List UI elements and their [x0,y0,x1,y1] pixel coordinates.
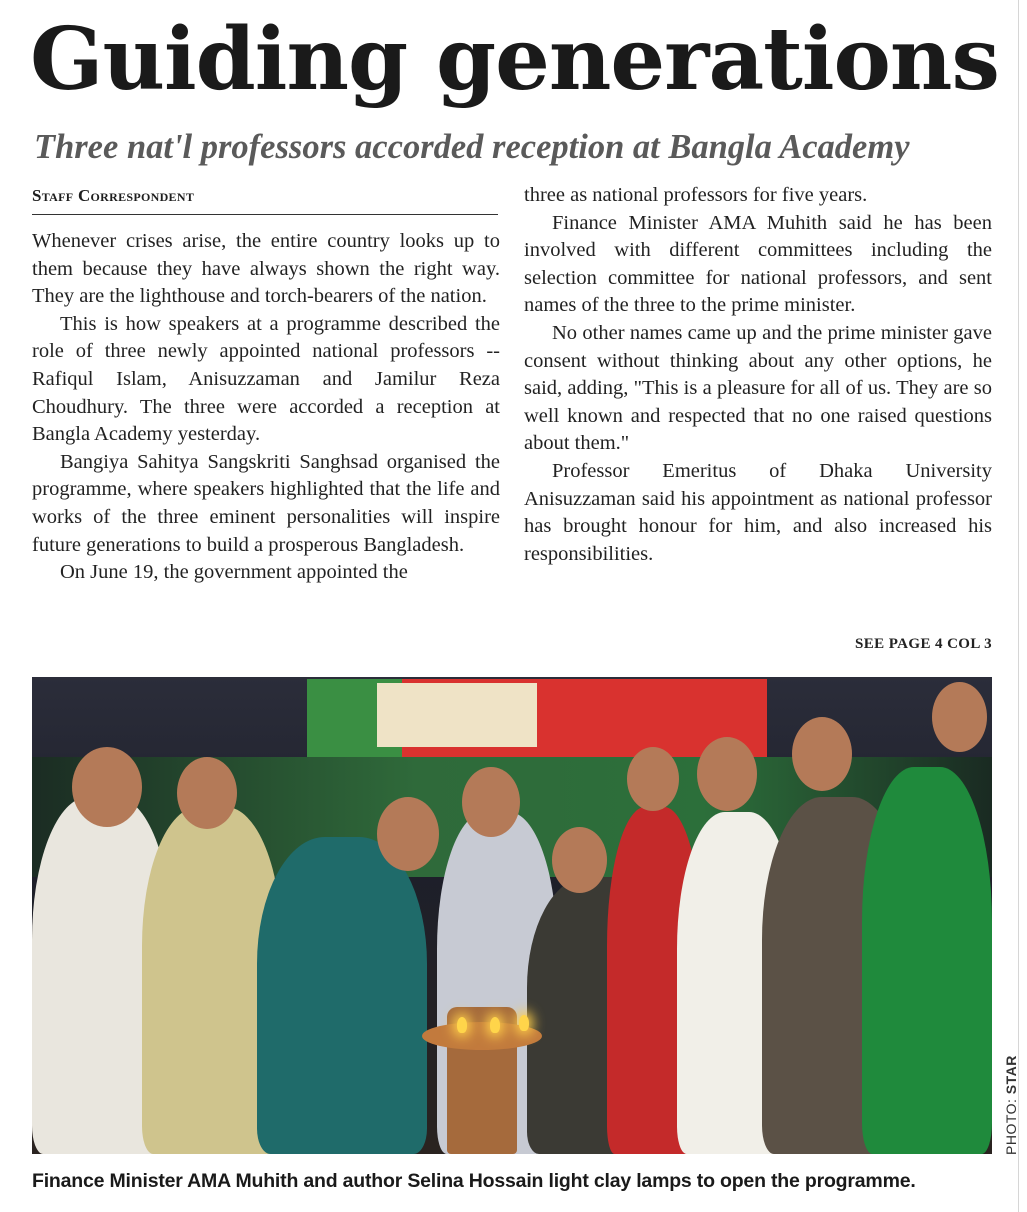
person-head [932,682,987,752]
person-head [462,767,520,837]
byline [32,184,498,215]
lamp-flame [519,1015,529,1031]
person-head [552,827,607,893]
paragraph: three as national professors for five years. [524,184,868,206]
lamp-flame [490,1017,500,1033]
paragraph: Professor Emeritus of Dhaka University Anisuzzaman said his appointment as national professor has brought honour for him, and also increased his responsibilities. [524,459,992,565]
photo-caption: Finance Minister AMA Muhith and author Selina Hossain light clay lamps to open the programme. [32,1170,916,1192]
person-head [177,757,237,829]
person-head [627,747,679,811]
paragraph: Whenever crises arise, the entire country looks up to them because they have always shown the right way. They are the lighthouse and torch-bearers of the nation. [32,230,500,308]
paragraph: This is how speakers at a programme described the role of three newly appointed national professors -- Rafiqul Islam, Anisuzzaman and Jamilur Reza Choudhury. The three were accorded a reception at Bangla Academy yesterday. [32,312,500,446]
article-column-2 [524,182,992,568]
person-head [697,737,757,811]
continuation-note: SEE PAGE 4 COL 3 [855,636,992,652]
page-edge-rule [1018,0,1019,1212]
headline: Guiding generations [30,9,999,110]
paragraph: No other names came up and the prime minister gave consent without thinking about any other options, he said, adding, "This is a pleasure for all of us. They are so well known and respected that no one raised questions about them." [524,321,992,455]
lamp-flame [457,1017,467,1033]
paragraph: Finance Minister AMA Muhith said he has been involved with different committees including the selection committee for national professors, and sent names of the three to the prime minister. [524,211,992,317]
person-head [377,797,439,871]
person-figure [257,837,427,1154]
news-photo [32,677,992,1154]
paragraph: Bangiya Sahitya Sangskriti Sanghsad organised the programme, where speakers highlighted that the life and works of the three eminent personalities will inspire future generations to build a prosperous Bangladesh. [32,450,500,556]
paragraph: On June 19, the government appointed the [60,561,408,584]
byline-text: Staff Correspondent [32,186,195,205]
subheadline: Three nat'l professors accorded reception at Bangla Academy [34,128,910,166]
banner-text-panel [377,683,537,747]
person-figure [862,767,992,1154]
person-head [792,717,852,791]
photo-credit-label: PHOTO: [1003,1098,1019,1155]
photo-credit-source: STAR [1003,1055,1019,1095]
person-head [72,747,142,827]
article-column-1 [32,228,500,587]
photo-credit [1003,1035,1019,1155]
